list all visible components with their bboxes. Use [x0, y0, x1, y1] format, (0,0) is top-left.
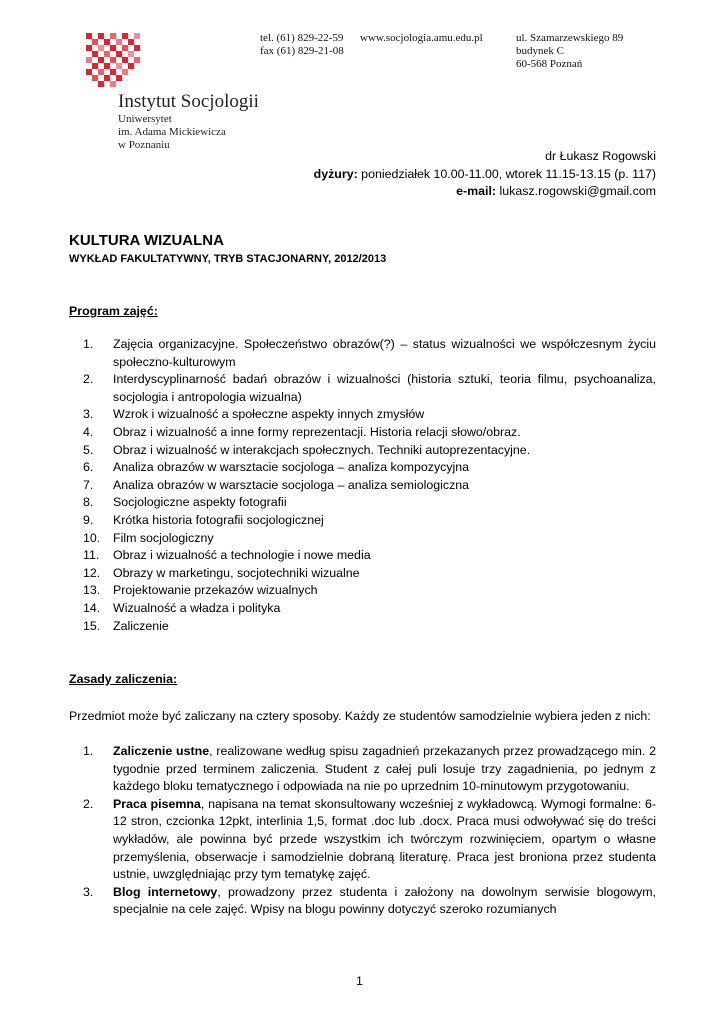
logo-square — [86, 45, 92, 51]
institute-logo-icon — [86, 33, 140, 87]
program-item-number: 12. — [83, 565, 101, 580]
fax: fax (61) 829-21-08 — [260, 45, 344, 57]
address-line: budynek C — [516, 45, 564, 57]
program-item — [69, 530, 656, 548]
address-line: ul. Szamarzewskiego 89 — [516, 32, 624, 44]
program-item-number: 6. — [83, 460, 94, 475]
logo-square — [116, 51, 122, 57]
program-item-text: Wzrok i wizualność a społeczne aspekty innych zmysłów — [113, 407, 425, 422]
rules-intro: Przedmiot może być zaliczany na cztery sposoby. Każdy ze studentów samodzielnie wybiera jeden z nich: — [69, 709, 651, 723]
address-block — [516, 32, 623, 71]
program-item-number: 3. — [83, 407, 94, 422]
rules-heading: Zasady zaliczenia: — [69, 672, 178, 686]
program-list — [69, 336, 656, 635]
logo-square — [116, 39, 122, 45]
institute-name: Instytut Socjologii — [118, 91, 259, 112]
rules-item-number: 3. — [83, 884, 94, 899]
logo-square — [92, 51, 98, 57]
rules-item-title: Zaliczenie ustne — [113, 744, 210, 758]
logo-square — [110, 33, 116, 39]
logo-square — [98, 69, 104, 75]
logo-square — [104, 75, 110, 81]
program-item-number: 8. — [83, 495, 94, 510]
logo-square — [122, 57, 128, 63]
program-item-text: Krótka historia fotografii socjologicznej — [113, 512, 324, 527]
office-hours — [314, 166, 656, 184]
logo-square — [110, 69, 116, 75]
logo-square — [110, 81, 116, 87]
program-item — [69, 512, 656, 530]
program-item-number: 10. — [83, 530, 101, 545]
page-number: 1 — [356, 974, 363, 988]
program-item — [69, 600, 656, 618]
rules-item-number: 2. — [83, 796, 94, 811]
course-title: KULTURA WIZUALNA — [69, 232, 224, 249]
rules-item-title: Praca pisemna — [113, 796, 201, 811]
program-item — [69, 371, 656, 406]
program-item-text: Zaliczenie — [113, 618, 169, 633]
rules-item-number: 1. — [83, 744, 94, 758]
logo-square — [116, 63, 122, 69]
program-item-text: Obrazy w marketingu, socjotechniki wizualne — [113, 565, 360, 580]
rules-item — [69, 743, 656, 796]
program-item-number: 7. — [83, 477, 94, 492]
program-item — [69, 477, 656, 495]
rules-item — [69, 884, 656, 919]
institute-sub-line: Uniwersytet — [118, 113, 172, 125]
email-label: e-mail: — [456, 184, 497, 198]
lecturer-name: dr Łukasz Rogowski — [545, 149, 656, 163]
program-item — [69, 565, 656, 583]
logo-square — [122, 45, 128, 51]
logo-square — [122, 33, 128, 39]
program-item — [69, 582, 656, 600]
logo-square — [116, 75, 122, 81]
program-item-number: 1. — [83, 337, 94, 351]
logo-square — [122, 69, 128, 75]
institute-subtitle — [118, 113, 226, 152]
program-item-text: Interdyscyplinarność badań obrazów i wizualności (historia sztuki, teoria filmu, psychoanaliza, socjologia i antropologia wizualna) — [113, 372, 656, 404]
logo-square — [92, 63, 98, 69]
program-item-number: 13. — [83, 583, 101, 598]
office-hours-label: dyżury: — [313, 166, 358, 181]
program-item-text: Socjologiczne aspekty fotografii — [113, 495, 287, 510]
phone-fax-block — [260, 32, 344, 58]
program-item-text: Obraz i wizualność w interakcjach społecznych. Techniki autoprezentacyjne. — [113, 442, 531, 457]
logo-square — [128, 39, 134, 45]
logo-square — [104, 51, 110, 57]
rules-list — [69, 743, 656, 919]
logo-square — [104, 63, 110, 69]
program-item-text: Film socjologiczny — [113, 530, 214, 545]
program-item-text: Obraz i wizualność a inne formy reprezentacji. Historia relacji słowo/obraz. — [113, 424, 521, 439]
program-item — [69, 459, 656, 477]
logo-square — [98, 81, 104, 87]
program-item-text: Obraz i wizualność a technologie i nowe media — [113, 548, 371, 563]
email-value[interactable]: lukasz.rogowski@gmail.com — [496, 184, 656, 198]
rules-item-text: , realizowane według spisu zagadnień przekazanych przez prowadzącego min. 2 tygodnie przed terminem zaliczenia. Student z całej puli losuje trzy zagadnienia, po jednym z każdego bloku tematycznego i odpowiada na nie po uprzednim 10-minutowym przygotowaniu. — [113, 744, 656, 794]
program-item-number: 11. — [83, 548, 100, 563]
program-item-number: 5. — [83, 442, 94, 457]
program-item — [69, 336, 656, 371]
logo-square — [134, 33, 140, 39]
logo-square — [86, 33, 92, 39]
logo-square — [128, 63, 134, 69]
program-item — [69, 494, 656, 512]
logo-square — [134, 45, 140, 51]
program-item-text: Analiza obrazów w warsztacie socjologa – analiza kompozycyjna — [113, 460, 470, 475]
program-heading: Program zajęć: — [69, 304, 158, 318]
rules-item-title: Blog internetowy — [113, 884, 218, 899]
rules-item — [69, 796, 656, 884]
program-item-number: 2. — [83, 372, 94, 387]
program-item-text: Analiza obrazów w warsztacie socjologa – analiza semiologiczna — [113, 477, 470, 492]
rules-item-text: , napisana na temat skonsultowany wcześniej z wykładowcą. Wymogi formalne: 6-12 stron, czcionka 12pkt, interlinia 1,5, format .doc lub .docx. Praca musi odwoływać się do treści wykładów, ale powinna być przede wszystkim ich twórczym rozwinięciem, opartym o własne przemyślenia, obserwacje i samodzielnie dobraną literaturę. Praca jest broniona przez studenta ustnie, uwzględniając przy tym tematykę zajęć. — [113, 796, 656, 882]
rules-item-text: , prowadzony przez studenta i założony na dowolnym serwisie blogowym, specjalnie na cele zajęć. Wpisy na blogu powinny dotyczyć szeroko rozumianych — [113, 884, 656, 917]
program-item — [69, 406, 656, 424]
logo-square — [98, 33, 104, 39]
logo-square — [110, 57, 116, 63]
program-item-text: Zajęcia organizacyjne. Społeczeństwo obrazów(?) – status wizualności we współczesnym życiu społeczno-kulturowym — [113, 337, 656, 369]
institute-sub-line: w Poznaniu — [118, 139, 170, 151]
logo-square — [86, 69, 92, 75]
logo-square — [86, 57, 92, 63]
logo-square — [92, 39, 98, 45]
program-item-number: 15. — [83, 618, 101, 633]
address-line: 60-568 Poznań — [516, 58, 583, 70]
program-item-text: Wizualność a władza i polityka — [113, 600, 281, 615]
logo-square — [110, 45, 116, 51]
program-item-number: 4. — [83, 424, 94, 439]
logo-square — [134, 57, 140, 63]
logo-square — [128, 51, 134, 57]
email — [314, 183, 656, 201]
course-subtitle: WYKŁAD FAKULTATYWNY, TRYB STACJONARNY, 2012/2013 — [69, 253, 387, 265]
logo-square — [92, 75, 98, 81]
website-link[interactable]: www.socjologia.amu.edu.pl — [360, 32, 483, 44]
program-item — [69, 618, 656, 636]
program-item — [69, 424, 656, 442]
program-item-number: 9. — [83, 512, 94, 527]
institute-sub-line: im. Adama Mickiewicza — [118, 126, 226, 138]
program-item — [69, 442, 656, 460]
phone: tel. (61) 829-22-59 — [260, 32, 344, 44]
program-item-number: 14. — [83, 600, 101, 615]
program-item-text: Projektowanie przekazów wizualnych — [113, 583, 318, 598]
logo-square — [104, 39, 110, 45]
lecturer-info — [314, 148, 656, 201]
logo-square — [98, 57, 104, 63]
logo-square — [98, 45, 104, 51]
program-item — [69, 547, 656, 565]
office-hours-value: poniedziałek 10.00-11.00, wtorek 11.15-13.15 (p. 117) — [357, 166, 656, 181]
